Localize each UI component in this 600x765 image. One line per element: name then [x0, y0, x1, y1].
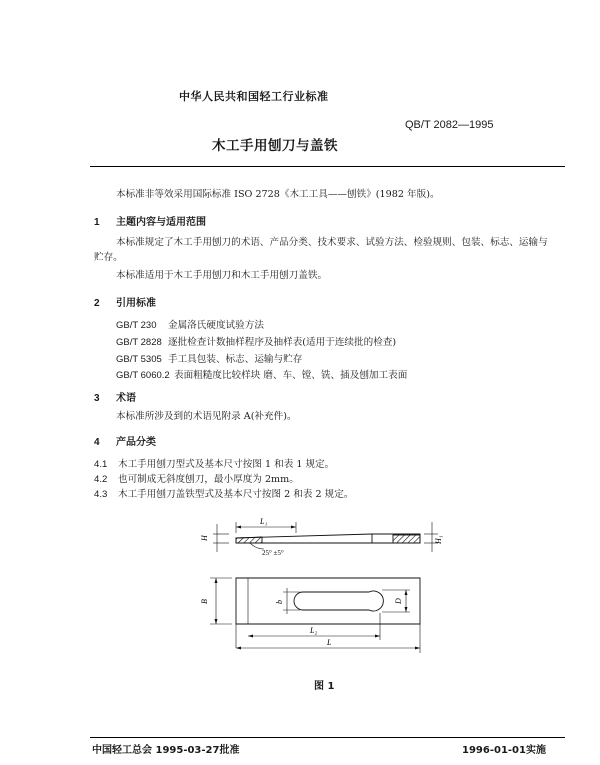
dim-label-H1: H₁ [434, 535, 443, 544]
clause-number: 4.3 [94, 489, 108, 500]
standard-number: QB/T 2082—1995 [405, 119, 494, 131]
section-1-title: 主题内容与适用范围 [116, 217, 206, 228]
blade-slot [294, 591, 383, 611]
section-2-number: 2 [94, 298, 100, 309]
section-3-number: 3 [94, 393, 100, 404]
figure-caption: 图 1 [314, 681, 335, 692]
implementation-date: 1996-01-01实施 [462, 745, 546, 756]
dim-label-b: b [275, 600, 284, 604]
document-title: 木工手用刨刀与盖铁 [212, 138, 338, 154]
reference-code: GB/T 6060.2 [116, 370, 170, 381]
reference-text: 手工具包装、标志、运输与贮存 [168, 354, 303, 365]
approval-date: 中国轻工总会 1995-03-27批准 [92, 745, 240, 756]
blade-bevel-hatch [236, 537, 262, 543]
intro-paragraph: 本标准非等效采用国际标准 ISO 2728《木工工具——刨铁》(1982 年版)。 [116, 189, 440, 200]
reference-code: GB/T 5305 [116, 354, 162, 365]
section-1-paragraph-1-line-1: 本标准规定了木工手用刨刀的术语、产品分类、技术要求、试验方法、检验规则、包装、标志、运输与 [116, 237, 548, 248]
blade-tail-hatch [393, 535, 420, 543]
clause-number: 4.1 [94, 459, 108, 470]
reference-code: GB/T 230 [116, 320, 157, 331]
dim-label-L: L [327, 638, 332, 647]
section-4-number: 4 [94, 437, 100, 448]
dim-label-H: H [200, 535, 209, 541]
dim-label-D: D [394, 598, 403, 604]
reference-code: GB/T 2828 [116, 337, 162, 348]
section-4-title: 产品分类 [116, 437, 156, 448]
section-1-number: 1 [94, 217, 100, 228]
dim-label-B: B [200, 599, 209, 604]
reference-text: 金属洛氏硬度试验方法 [168, 320, 264, 331]
blade-side-view [236, 534, 420, 543]
section-3-title: 术语 [116, 393, 136, 404]
section-1-paragraph-1-line-2: 贮存。 [94, 252, 123, 263]
dim-label-L1-top: L₁ [260, 517, 268, 526]
reference-text: 表面粗糙度比较样块 磨、车、镗、铣、插及刨加工表面 [174, 370, 408, 381]
section-2-title: 引用标准 [116, 298, 156, 309]
section-3-paragraph: 本标准所涉及到的术语见附录 A(补充件)。 [116, 411, 297, 422]
footer-rule [90, 737, 565, 738]
industry-standard-title: 中华人民共和国轻工行业标准 [179, 90, 329, 103]
clause-text: 木工手用刨刀型式及基本尺寸按图 1 和表 1 规定。 [118, 459, 335, 470]
clause-text: 也可制成无斜度刨刀，最小厚度为 2mm。 [118, 474, 299, 485]
dim-label-L2: L₂ [310, 626, 318, 635]
section-1-paragraph-2: 本标准适用于木工手用刨刀和木工手用刨刀盖铁。 [116, 270, 328, 281]
angle-label: 25° ±5° [262, 549, 284, 557]
reference-text: 逐批检查计数抽样程序及抽样表(适用于连续批的检查) [168, 337, 397, 348]
clause-number: 4.2 [94, 474, 108, 485]
clause-text: 木工手用刨刀盖铁型式及基本尺寸按图 2 和表 2 规定。 [118, 489, 354, 500]
